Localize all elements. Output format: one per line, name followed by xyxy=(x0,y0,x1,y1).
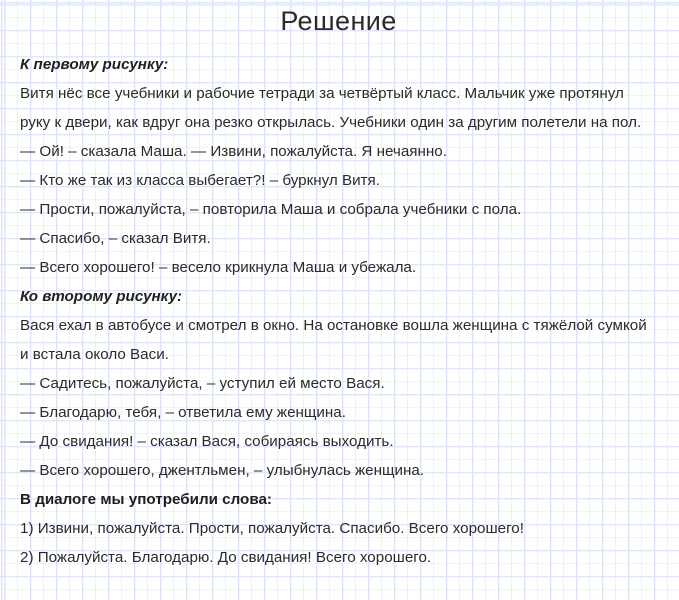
conclusion-heading: В диалоге мы употребили слова: xyxy=(20,491,272,508)
dialogue-line: — Садитесь, пожалуйста, – уступил ей место Вася. xyxy=(20,375,385,392)
conclusion-item: 2) Пожалуйста. Благодарю. До свидания! Всего хорошего. xyxy=(20,549,432,566)
dialogue-line: — Всего хорошего, джентльмен, – улыбнулась женщина. xyxy=(20,462,425,479)
section-conclusion xyxy=(20,485,657,572)
dialogue-line: — Прости, пожалуйста, – повторила Маша и собрала учебники с пола. xyxy=(20,201,522,218)
dialogue-line: — Ой! – сказала Маша. — Извини, пожалуйста. Я нечаянно. xyxy=(20,143,447,160)
dialogue-line: — Спасибо, – сказал Витя. xyxy=(20,230,211,247)
dialogue-line: — Кто же так из класса выбегает?! – буркнул Витя. xyxy=(20,172,380,189)
dialogue-line: — Благодарю, тебя, – ответила ему женщина. xyxy=(20,404,346,421)
section-paragraph-second: Вася ехал в автобусе и смотрел в окно. На остановке вошла женщина с тяжёлой сумкой и встала около Васи. xyxy=(20,317,647,363)
section-heading-first: К первому рисунку: xyxy=(20,56,169,73)
dialogue-line: — Всего хорошего! – весело крикнула Маша и убежала. xyxy=(20,259,417,276)
conclusion-item: 1) Извини, пожалуйста. Прости, пожалуйста. Спасибо. Всего хорошего! xyxy=(20,520,524,537)
dialogue-line: — До свидания! – сказал Вася, собираясь выходить. xyxy=(20,433,394,450)
section-second-picture xyxy=(20,282,657,485)
page-title: Решение xyxy=(280,6,397,36)
section-heading-second: Ко второму рисунку: xyxy=(20,288,183,305)
section-first-picture xyxy=(20,50,657,282)
section-paragraph-first: Витя нёс все учебники и рабочие тетради за четвёртый класс. Мальчик уже протянул руку к двери, как вдруг она резко открылась. Учебники один за другим полетели на пол. xyxy=(20,85,642,131)
